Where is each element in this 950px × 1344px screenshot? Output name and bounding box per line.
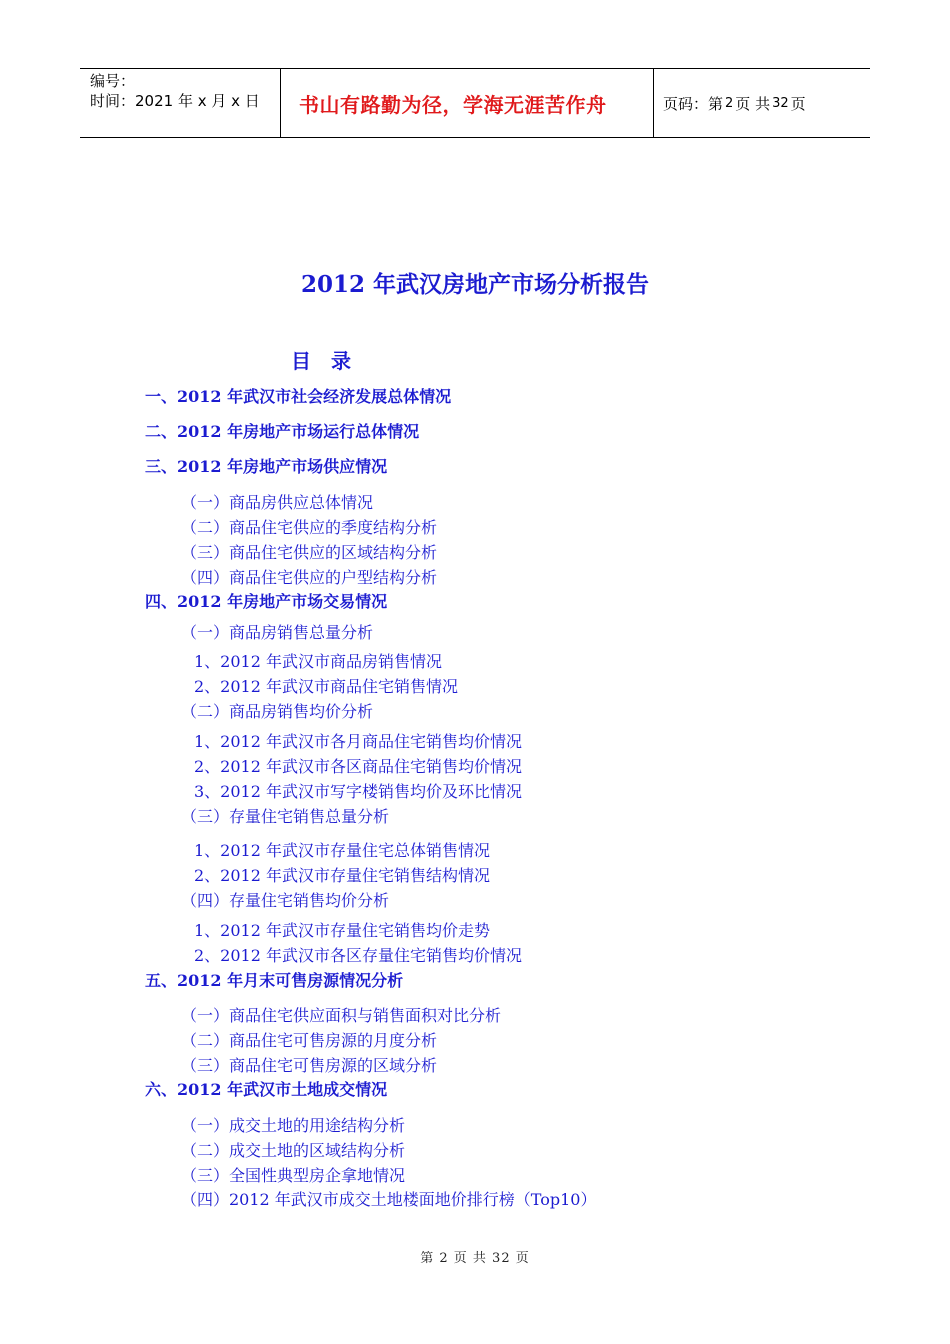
toc-item[interactable]: 1、2012 年武汉市商品房销售情况 [194,652,442,671]
toc-heading: 目录 [291,349,371,373]
toc-item[interactable]: 2、2012 年武汉市存量住宅销售结构情况 [194,866,490,885]
toc-item[interactable]: （四）2012 年武汉市成交土地楼面地价排行榜（Top10） [181,1190,597,1209]
toc-item[interactable]: 3、2012 年武汉市写字楼销售均价及环比情况 [194,782,522,801]
toc-item[interactable]: （一）商品房供应总体情况 [181,493,374,512]
toc-item[interactable]: 二、2012 年房地产市场运行总体情况 [145,422,420,441]
header-page-info [654,69,870,137]
toc-item[interactable]: （一）成交土地的用途结构分析 [181,1116,406,1135]
toc-item[interactable]: （三）商品住宅可售房源的区域分析 [181,1056,438,1075]
toc-item[interactable]: （四）存量住宅销售均价分析 [181,891,390,910]
page-number: 2 [725,95,734,111]
toc-item[interactable]: 五、2012 年月末可售房源情况分析 [145,971,404,990]
header-motto: 书山有路勤为径，学海无涯苦作舟 [281,69,654,137]
toc-item[interactable]: 六、2012 年武汉市土地成交情况 [145,1080,388,1099]
toc-item[interactable]: （二）商品住宅供应的季度结构分析 [181,518,438,537]
page-suffix: 页 [790,94,806,113]
page-prefix: 页码：第 [663,94,724,113]
toc-item[interactable]: （二）商品房销售均价分析 [181,702,374,721]
toc-item[interactable]: 四、2012 年房地产市场交易情况 [145,592,388,611]
time-label: 时间：2021 年 x 月 x 日 [90,92,260,110]
page-footer: 第 2 页 共 32 页 [420,1251,530,1266]
toc-item[interactable]: 1、2012 年武汉市各月商品住宅销售均价情况 [194,732,522,751]
toc-item[interactable]: （一）商品房销售总量分析 [181,623,374,642]
document-title: 2012 年武汉房地产市场分析报告 [300,271,650,298]
toc-item[interactable]: 2、2012 年武汉市各区存量住宅销售均价情况 [194,946,522,965]
toc-item[interactable]: 2、2012 年武汉市商品住宅销售情况 [194,677,458,696]
toc-item[interactable]: （二）商品住宅可售房源的月度分析 [181,1031,438,1050]
header-meta [80,69,281,137]
toc-item[interactable]: 一、2012 年武汉市社会经济发展总体情况 [145,387,452,406]
toc-item[interactable]: （一）商品住宅供应面积与销售面积对比分析 [181,1006,502,1025]
toc-item[interactable]: 三、2012 年房地产市场供应情况 [145,457,388,476]
toc-item[interactable]: （二）成交土地的区域结构分析 [181,1141,406,1160]
toc-item[interactable]: （三）商品住宅供应的区域结构分析 [181,543,438,562]
page-total: 32 [772,95,789,111]
page-header [80,68,870,138]
toc-item[interactable]: （三）存量住宅销售总量分析 [181,807,390,826]
toc-item[interactable]: 1、2012 年武汉市存量住宅总体销售情况 [194,841,490,860]
number-label: 编号： [90,72,136,90]
page-mid: 页 共 [735,94,771,113]
toc-item[interactable]: 2、2012 年武汉市各区商品住宅销售均价情况 [194,757,522,776]
toc-item[interactable]: （四）商品住宅供应的户型结构分析 [181,568,438,587]
toc-item[interactable]: 1、2012 年武汉市存量住宅销售均价走势 [194,921,490,940]
toc-item[interactable]: （三）全国性典型房企拿地情况 [181,1166,406,1185]
